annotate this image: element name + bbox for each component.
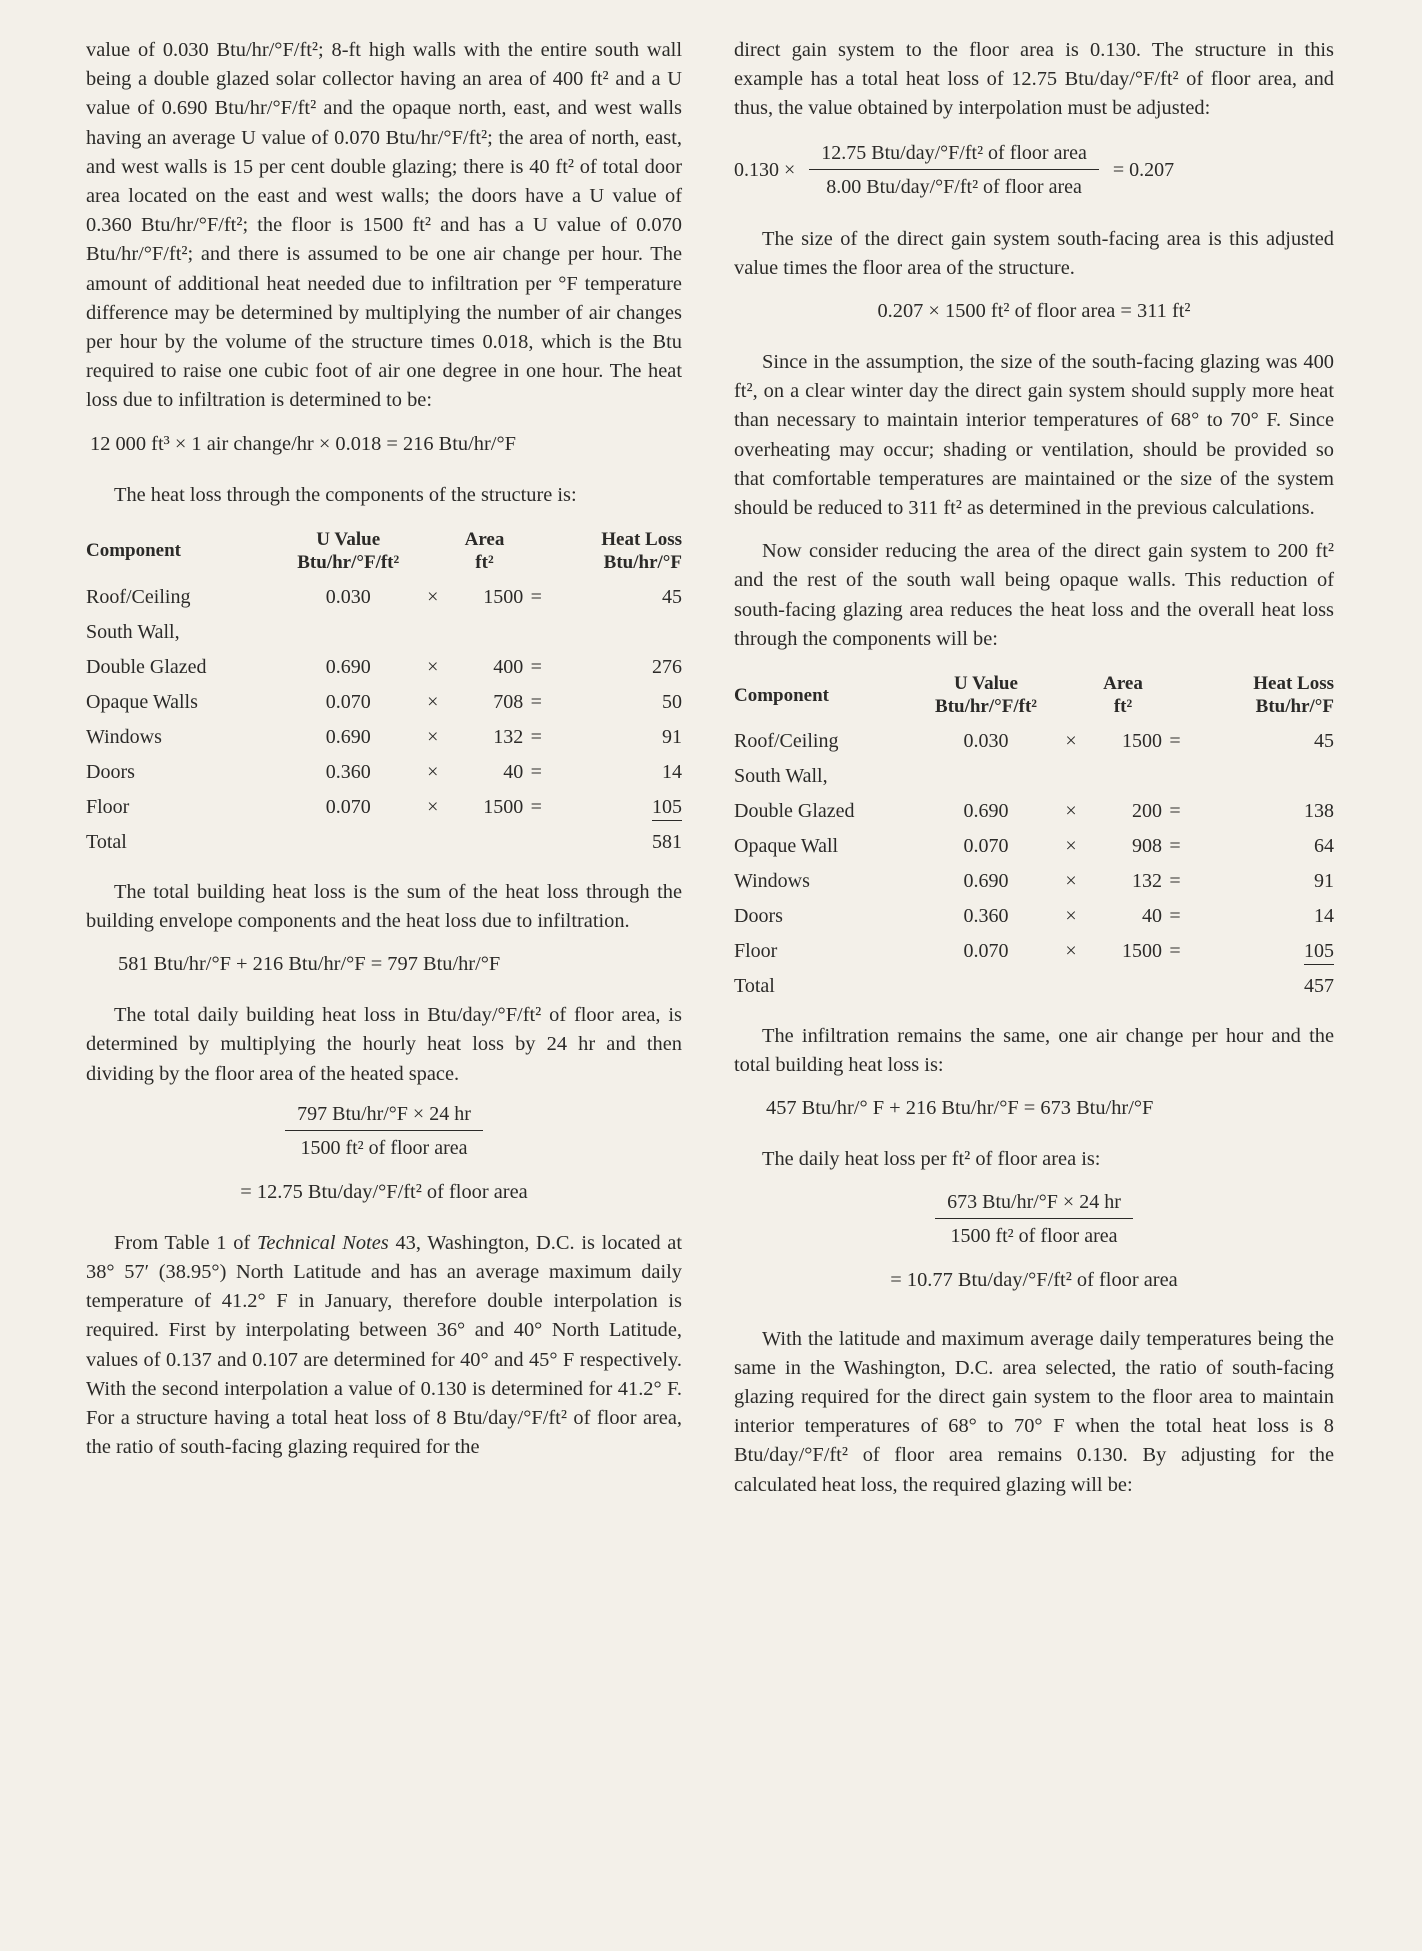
daily-heat-loss-result: = 12.75 Btu/day/°F/ft² of floor area — [240, 1180, 528, 1203]
right-paragraph-5: The infiltration remains the same, one air change per hour and the total building heat loss is: — [734, 1025, 1334, 1077]
heat-loss-table-2 — [734, 672, 1334, 1004]
row-times: × — [1065, 730, 1077, 753]
table-row — [86, 650, 682, 685]
table-row — [86, 755, 682, 790]
adjustment-equation — [734, 142, 1334, 199]
header-u-value — [914, 672, 1058, 724]
fraction-numerator: 673 Btu/hr/°F × 24 hr — [935, 1191, 1133, 1219]
row-area: 400 — [493, 655, 524, 678]
row-area: 1500 — [1122, 730, 1162, 753]
right-paragraph-2: The size of the direct gain system south-facing area is this adjusted value times the floor area of the structure. — [734, 227, 1334, 279]
row-times: × — [1065, 905, 1077, 928]
table-row — [734, 899, 1334, 934]
row-equals: = — [1169, 800, 1181, 823]
row-u-value: 0.030 — [963, 730, 1009, 753]
row-heat-loss: 14 — [662, 760, 682, 783]
row-times: × — [1065, 940, 1077, 963]
row-times: × — [427, 760, 439, 783]
table-total-row — [86, 825, 682, 860]
row-component: Opaque Wall — [734, 835, 839, 858]
total-label: Total — [734, 975, 775, 998]
row-equals: = — [530, 725, 542, 748]
header-area-line1: Area — [1103, 673, 1143, 695]
table-row — [86, 615, 682, 650]
row-heat-loss: 64 — [1314, 835, 1334, 858]
row-times: × — [427, 795, 439, 818]
row-component: Doors — [86, 760, 135, 783]
table-row — [734, 864, 1334, 899]
table-row — [734, 934, 1334, 969]
header-component: Component — [86, 540, 182, 562]
row-heat-loss: 91 — [1314, 870, 1334, 893]
revised-daily-fraction — [734, 1191, 1334, 1248]
header-spacer-x — [1058, 672, 1084, 724]
row-area: 1500 — [483, 795, 524, 818]
header-spacer-eq — [1162, 672, 1188, 724]
header-spacer-x — [420, 528, 446, 580]
heat-loss-table-1 — [86, 528, 682, 860]
row-heat-loss — [1188, 759, 1334, 794]
total-label: Total — [86, 830, 127, 853]
table-row — [734, 724, 1334, 759]
row-equals: = — [1169, 870, 1181, 893]
technical-notes-title: Technical Notes — [256, 1231, 389, 1254]
row-u-value: 0.690 — [963, 870, 1009, 893]
row-component: Roof/Ceiling — [734, 730, 839, 753]
fraction-numerator: 12.75 Btu/day/°F/ft² of floor area — [809, 142, 1099, 170]
row-heat-loss — [549, 615, 682, 650]
row-heat-loss: 50 — [662, 690, 682, 713]
paragraph-5-rest: 43, Washington, D.C. is located at 38° 57′ (38.95°) North Latitude and has an average maximum daily temperature of 41.2° F in January, therefore double interpolation is required. First by interpolating between 36° and 40° North Latitude, values of 0.137 and 0.107 are determined for 40° and 45° F respectively. With the second interpolation a value of 0.130 is determined for 41.2° F. For a structure having a total heat loss of 8 Btu/day/°F/ft² of floor area, the ratio of south-facing glazing required for the — [86, 1231, 682, 1459]
row-heat-loss: 45 — [1314, 730, 1334, 753]
header-spacer-eq — [523, 528, 549, 580]
row-times: × — [427, 690, 439, 713]
right-paragraph-6: The daily heat loss per ft² of floor area is: — [762, 1148, 1101, 1171]
row-heat-loss-underlined: 105 — [1304, 940, 1334, 965]
table-total-row — [734, 969, 1334, 1004]
row-component: Windows — [734, 870, 810, 893]
total-value: 457 — [1304, 975, 1334, 998]
header-heat-loss — [549, 528, 682, 580]
table-row — [734, 794, 1334, 829]
row-times: × — [1065, 835, 1077, 858]
header-u-value-line2: Btu/hr/°F/ft² — [297, 551, 400, 573]
row-area — [1084, 759, 1162, 794]
fraction-denominator: 1500 ft² of floor area — [300, 1136, 468, 1159]
row-times: × — [427, 655, 439, 678]
row-component: Floor — [734, 940, 778, 963]
right-paragraph-3: Since in the assumption, the size of the south-facing glazing was 400 ft², on a clear winter day the direct gain system should supply more heat than necessary to maintain interior temperatures of 68° to 70° F. Since overheating may occur; shading or ventilation, should be provided so that comfortable temperatures are maintained or the size of the system should be reduced to 311 ft² as determined in the previous calculations. — [734, 351, 1334, 520]
row-heat-loss-underlined: 105 — [652, 796, 682, 821]
header-u-value-line1: U Value — [316, 528, 381, 550]
row-area: 708 — [493, 690, 524, 713]
row-component: Doors — [734, 905, 783, 928]
row-component: Roof/Ceiling — [86, 585, 191, 608]
row-area: 40 — [503, 760, 524, 783]
revised-daily-result: = 10.77 Btu/day/°F/ft² of floor area — [890, 1268, 1178, 1291]
row-area: 1500 — [1122, 940, 1162, 963]
total-value: 581 — [652, 830, 682, 853]
header-area-line1: Area — [464, 528, 505, 550]
row-u-value — [914, 759, 1058, 794]
row-heat-loss — [1188, 934, 1334, 969]
table-row — [86, 685, 682, 720]
row-component: Opaque Walls — [86, 690, 198, 713]
table-row — [86, 720, 682, 755]
row-times: × — [427, 585, 439, 608]
total-heat-loss-equation: 581 Btu/hr/°F + 216 Btu/hr/°F = 797 Btu/hr/°F — [118, 953, 501, 976]
row-component: Double Glazed — [734, 800, 855, 823]
row-area — [446, 615, 523, 650]
row-u-value: 0.070 — [325, 795, 371, 818]
fraction-denominator: 1500 ft² of floor area — [950, 1224, 1118, 1247]
left-paragraph-2: The heat loss through the components of the structure is: — [114, 483, 577, 506]
left-paragraph-3: The total building heat loss is the sum of the heat loss through the building envelope components and the heat loss due to infiltration. — [86, 880, 682, 933]
fraction-numerator: 797 Btu/hr/°F × 24 hr — [285, 1103, 483, 1131]
daily-heat-loss-fraction — [86, 1103, 682, 1160]
row-equals: = — [530, 690, 542, 713]
row-heat-loss: 276 — [652, 655, 682, 678]
row-equals: = — [530, 585, 542, 608]
row-heat-loss: 91 — [662, 725, 682, 748]
row-component: Windows — [86, 725, 162, 748]
row-equals: = — [1169, 835, 1181, 858]
row-u-value: 0.030 — [325, 585, 371, 608]
right-paragraph-1: direct gain system to the floor area is 0.130. The structure in this example has a total heat loss of 12.75 Btu/day/°F/ft² of floor area, and thus, the value obtained by interpolation must be adjusted: — [734, 39, 1334, 120]
header-component: Component — [734, 684, 830, 706]
revised-total-equation: 457 Btu/hr/° F + 216 Btu/hr/°F = 673 Btu/hr/°F — [766, 1097, 1154, 1120]
row-u-value: 0.690 — [325, 725, 371, 748]
header-u-value-line1: U Value — [954, 673, 1018, 695]
header-u-value — [277, 528, 420, 580]
row-component: South Wall, — [86, 620, 180, 643]
right-column — [734, 36, 1334, 1514]
right-paragraph-7: With the latitude and maximum average daily temperatures being the same in the Washington, D.C. area selected, the ratio of south-facing glazing required for the direct gain system to the floor area to maintain interior temperatures of 68° to 70° F when the total heat loss is 8 Btu/day/°F/ft² of floor area remains 0.130. By adjusting for the calculated heat loss, the required glazing will be: — [734, 1327, 1334, 1496]
header-area-line2: ft² — [475, 551, 494, 573]
adjustment-fraction — [809, 142, 1099, 199]
row-component: Double Glazed — [86, 655, 207, 678]
row-u-value: 0.070 — [963, 835, 1009, 858]
row-u-value: 0.360 — [963, 905, 1009, 928]
row-area: 200 — [1132, 800, 1162, 823]
fraction-denominator: 8.00 Btu/day/°F/ft² of floor area — [826, 175, 1082, 198]
table-row — [734, 829, 1334, 864]
infiltration-equation: 12 000 ft³ × 1 air change/hr × 0.018 = 216 Btu/hr/°F — [90, 432, 516, 455]
row-component: South Wall, — [734, 765, 828, 788]
row-u-value: 0.690 — [963, 800, 1009, 823]
row-times — [1058, 759, 1084, 794]
paragraph-5-start: From Table 1 of — [114, 1231, 257, 1254]
left-paragraph-5 — [86, 1229, 682, 1463]
left-paragraph-4: The total daily building heat loss in Btu/day/°F/ft² of floor area, is determined by multiplying the hourly heat loss by 24 hr and then dividing by the floor area of the heated space. — [86, 1004, 682, 1085]
header-area — [1084, 672, 1162, 724]
adjustment-lhs: 0.130 × — [734, 158, 796, 181]
row-times — [420, 615, 446, 650]
glazing-area-equation: 0.207 × 1500 ft² of floor area = 311 ft² — [877, 300, 1191, 323]
row-equals — [1162, 759, 1188, 794]
row-heat-loss: 14 — [1314, 905, 1334, 928]
row-times: × — [1065, 870, 1077, 893]
row-times: × — [427, 725, 439, 748]
right-paragraph-4: Now consider reducing the area of the direct gain system to 200 ft² and the rest of the south wall being opaque walls. This reduction of south-facing glazing area reduces the heat loss and the overall heat loss through the components will be: — [734, 540, 1334, 650]
left-paragraph-1: value of 0.030 Btu/hr/°F/ft²; 8-ft high walls with the entire south wall being a double glazed solar collector having an area of 400 ft² and a U value of 0.690 Btu/hr/°F/ft² and the opaque north, east, and west walls having an average U value of 0.070 Btu/hr/°F/ft²; the area of north, east, and west walls is 15 per cent double glazing; there is 40 ft² of total door area located on the east and west walls; the doors have a U value of 0.360 Btu/hr/°F/ft²; the floor is 1500 ft² and has a U value of 0.070 Btu/hr/°F/ft²; and there is assumed to be one air change per hour. The amount of additional heat needed due to infiltration per °F temperature difference may be determined by multiplying the number of air changes per hour by the volume of the structure times 0.018, which is the Btu required to raise one cubic foot of air one degree in one hour. The heat loss due to infiltration is determined to be: — [86, 39, 682, 412]
row-u-value: 0.070 — [963, 940, 1009, 963]
header-area-line2: ft² — [1113, 696, 1133, 718]
row-equals: = — [1169, 940, 1181, 963]
header-heat-line1: Heat Loss — [601, 528, 682, 550]
header-u-value-line2: Btu/hr/°F/ft² — [935, 696, 1037, 718]
row-equals: = — [1169, 730, 1181, 753]
row-area: 40 — [1142, 905, 1162, 928]
header-heat-line2: Btu/hr/°F — [1255, 696, 1334, 718]
table-row — [86, 790, 682, 825]
row-equals: = — [1169, 905, 1181, 928]
row-area: 908 — [1132, 835, 1162, 858]
left-column — [86, 36, 682, 1476]
row-heat-loss: 45 — [662, 585, 682, 608]
header-heat-loss — [1188, 672, 1334, 724]
row-equals: = — [530, 795, 542, 818]
row-area: 1500 — [483, 585, 524, 608]
table-row — [734, 759, 1334, 794]
row-component: Floor — [86, 795, 130, 818]
row-u-value: 0.360 — [325, 760, 371, 783]
row-times: × — [1065, 800, 1077, 823]
row-area: 132 — [1132, 870, 1162, 893]
row-equals — [523, 615, 549, 650]
table-row — [86, 580, 682, 615]
header-heat-line1: Heat Loss — [1253, 673, 1334, 695]
header-area — [446, 528, 523, 580]
row-u-value: 0.690 — [325, 655, 371, 678]
row-heat-loss — [549, 790, 682, 825]
row-heat-loss: 138 — [1304, 800, 1334, 823]
row-u-value: 0.070 — [325, 690, 371, 713]
row-area: 132 — [493, 725, 524, 748]
table-header-row — [734, 672, 1334, 724]
row-equals: = — [530, 760, 542, 783]
row-equals: = — [530, 655, 542, 678]
adjustment-result: = 0.207 — [1112, 158, 1175, 181]
row-u-value — [277, 615, 420, 650]
table-header-row — [86, 528, 682, 580]
header-heat-line2: Btu/hr/°F — [603, 551, 682, 573]
